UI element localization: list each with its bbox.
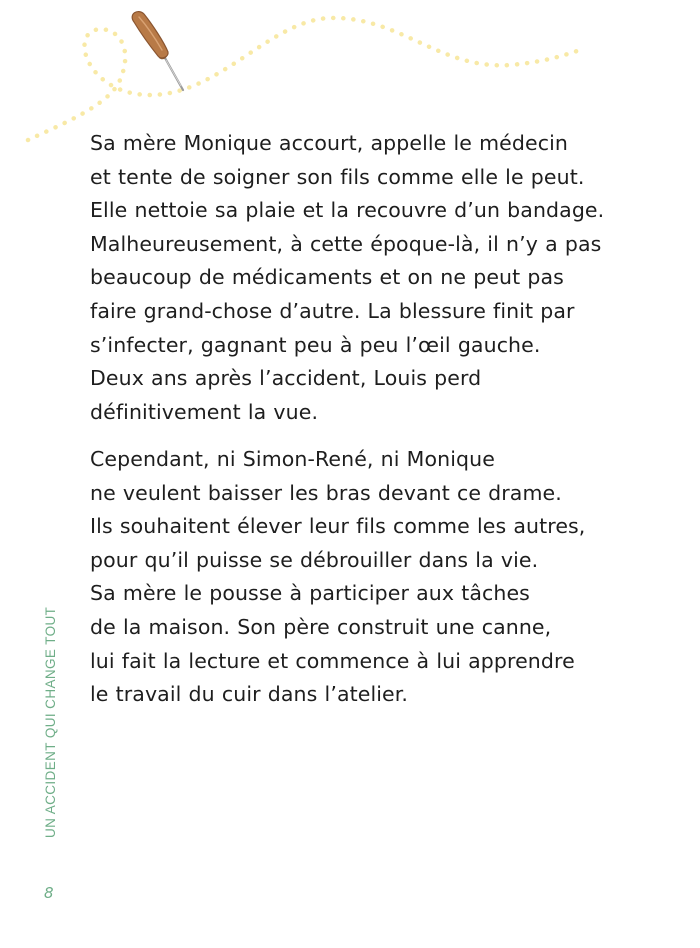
dotted-thread [28, 18, 580, 140]
text-line: définitivement la vue. [90, 399, 319, 424]
text-line: Sa mère Monique accourt, appelle le médecin [90, 131, 568, 155]
text-line: Deux ans après l’accident, Louis perd [90, 366, 482, 391]
text-line: faire grand-chose d’autre. La blessure finit par [90, 298, 575, 323]
text-line: lui fait la lecture et commence à lui apprendre [90, 648, 575, 673]
text-line: ne veulent baisser les bras devant ce drame. [90, 480, 562, 505]
chapter-title: UN ACCIDENT QUI CHANGE TOUT [43, 606, 58, 838]
text-line: le travail du cuir dans l’atelier. [90, 682, 409, 707]
text-line: pour qu’il puisse se débrouiller dans la vie. [90, 547, 539, 572]
text-line: Cependant, ni Simon-René, ni Monique [90, 447, 495, 471]
text-line: Malheureusement, à cette époque-là, il n’y a pas [90, 231, 602, 256]
text-line: de la maison. Son père construit une canne, [90, 614, 552, 639]
awl-icon [132, 12, 183, 90]
paragraph-1 [90, 127, 650, 429]
text-line: Sa mère le pousse à participer aux tâches [90, 581, 530, 606]
text-line: s’infecter, gagnant peu à peu l’œil gauche. [90, 332, 541, 357]
text-line: et tente de soigner son fils comme elle le peut. [90, 164, 585, 189]
text-line: Elle nettoie sa plaie et la recouvre d’un bandage. [90, 198, 605, 223]
text-line: beaucoup de médicaments et on ne peut pas [90, 265, 564, 290]
page-number: 8 [44, 884, 54, 902]
text-line: Ils souhaitent élever leur fils comme les autres, [90, 514, 586, 539]
paragraph-2 [90, 443, 650, 712]
